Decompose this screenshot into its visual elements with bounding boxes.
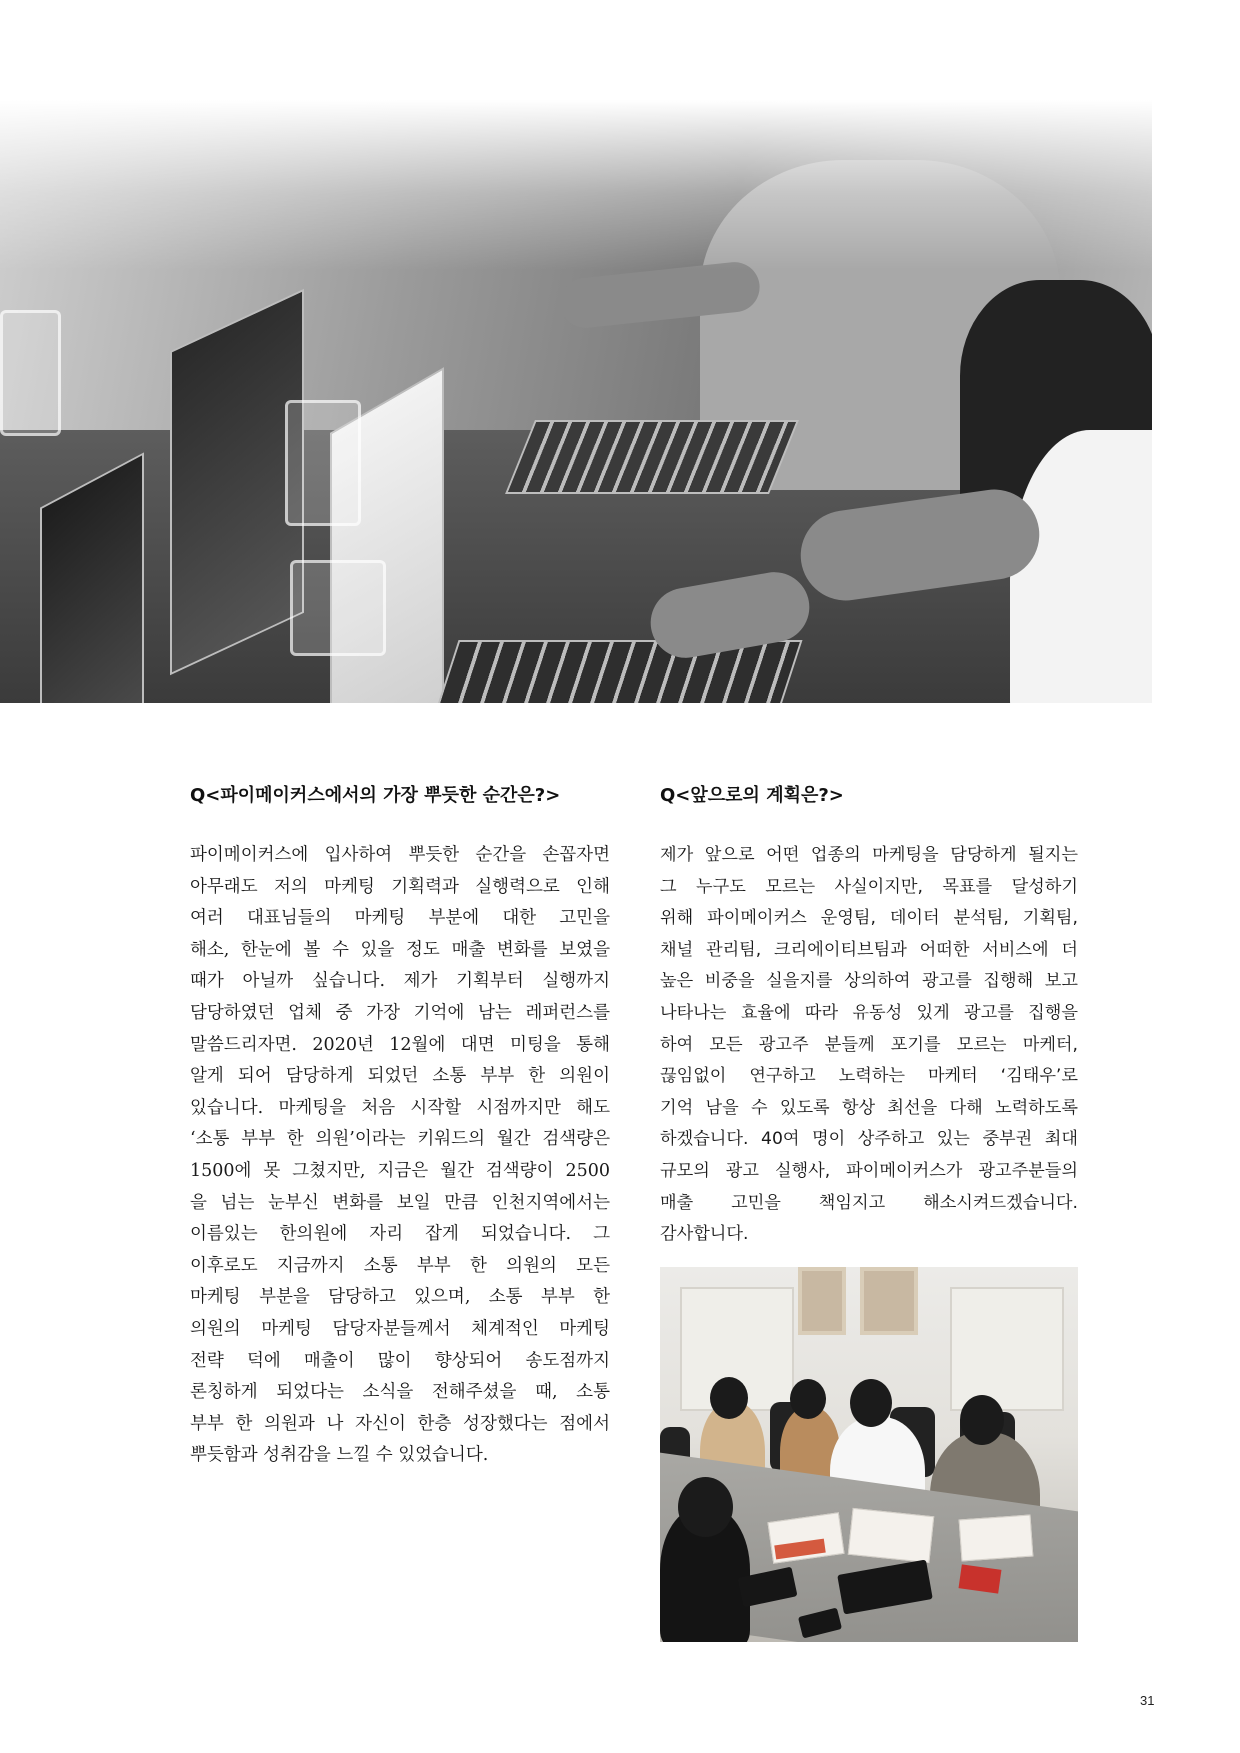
text-line: 끊임없이 연구하고 노력하는 마케터 ‘김태우’로 <box>660 1066 1078 1087</box>
text-line: 하여 모든 광고주 분들께 포기를 모르는 마케터, <box>660 1034 1078 1055</box>
text-line: 매출 고민을 책임지고 해소시켜드겠습니다. <box>660 1192 1078 1213</box>
text-line: 말씀드리자면. 2020년 12월에 대면 미팅을 통해 <box>190 1034 610 1055</box>
papers <box>848 1508 934 1563</box>
hero-glass-front <box>290 560 386 656</box>
right-answer-text <box>660 840 1078 1251</box>
text-line: 해소, 한눈에 볼 수 있을 정도 매출 변화를 보였을 <box>190 939 610 960</box>
person-head <box>790 1379 826 1419</box>
text-line: 알게 되어 담당하게 되었던 소통 부부 한 의원이 <box>190 1066 610 1087</box>
hero-laptop-back <box>505 420 799 494</box>
person-head <box>850 1379 892 1427</box>
text-line: 채널 관리팀, 크리에이티브팀과 어떠한 서비스에 더 <box>660 939 1078 960</box>
hero-laptop-screen <box>170 289 304 675</box>
papers <box>959 1515 1034 1562</box>
hero-top-fade <box>0 100 1152 270</box>
text-line: 론칭하게 되었다는 소식을 전해주셨을 때, 소통 <box>190 1382 610 1403</box>
person-head <box>710 1377 748 1419</box>
text-line: ‘소통 부부 한 의원’이라는 키워드의 월간 검색량은 <box>190 1129 610 1150</box>
text-line: 뿌듯함과 성취감을 느낄 수 있었습니다. <box>190 1445 489 1466</box>
text-line: 담당하였던 업체 중 가장 기억에 남는 레퍼런스를 <box>190 1002 610 1023</box>
text-line: 하겠습니다. 40여 명이 상주하고 있는 중부권 최대 <box>660 1129 1078 1150</box>
text-line: 이름있는 한의원에 자리 잡게 되었습니다. 그 <box>190 1224 610 1245</box>
wall-panel <box>950 1287 1064 1411</box>
meeting-photo <box>660 1267 1078 1642</box>
text-line: 제가 앞으로 어떤 업종의 마케팅을 담당하게 될지는 <box>660 845 1078 865</box>
text-line: 아무래도 저의 마케팅 기획력과 실행력으로 인해 <box>190 876 610 897</box>
text-line: 마케팅 부분을 담당하고 있으며, 소통 부부 한 <box>190 1287 610 1308</box>
text-line: 있습니다. 마케팅을 처음 시작할 시점까지만 해도 <box>190 1097 610 1118</box>
text-line: 나타나는 효율에 따라 유동성 있게 광고를 집행을 <box>660 1002 1078 1023</box>
text-line: 규모의 광고 실행사, 파이메이커스가 광고주분들의 <box>660 1160 1078 1181</box>
page-number: 31 <box>1140 1693 1155 1708</box>
text-line: 높은 비중을 실을지를 상의하여 광고를 집행해 보고 <box>660 971 1078 992</box>
text-line: 전략 덕에 매출이 많이 향상되어 송도점까지 <box>190 1350 610 1371</box>
text-line: 파이메이커스에 입사하여 뿌듯한 순간을 손꼽자면 <box>190 845 610 865</box>
left-answer-text <box>190 840 610 1472</box>
text-line: 이후로도 지금까지 소통 부부 한 의원의 모든 <box>190 1255 610 1276</box>
hero-glass <box>285 400 361 526</box>
text-line: 위해 파이메이커스 운영팀, 데이터 분석팀, 기획팀, <box>660 908 1078 929</box>
right-question-heading: Q<앞으로의 계획은?> <box>660 785 844 806</box>
hero-glass-left <box>0 310 61 436</box>
text-line: 을 넘는 눈부신 변화를 보일 만큼 인천지역에서는 <box>190 1192 610 1213</box>
text-line: 감사합니다. <box>660 1224 749 1245</box>
text-line: 기억 남을 수 있도록 항상 최선을 다해 노력하도록 <box>660 1097 1078 1118</box>
text-line: 때가 아닐까 싶습니다. 제가 기획부터 실행까지 <box>190 971 610 992</box>
left-column <box>190 782 610 1472</box>
wall-portrait <box>798 1267 846 1335</box>
text-line: 부부 한 의원과 나 자신이 한층 성장했다는 점에서 <box>190 1413 610 1434</box>
text-line: 여러 대표님들의 마케팅 부분에 대한 고민을 <box>190 908 610 929</box>
right-column <box>660 782 1078 1251</box>
text-line: 그 누구도 모르는 사실이지만, 목표를 달성하기 <box>660 876 1078 897</box>
person-head <box>678 1477 733 1537</box>
hero-laptop-keyboard <box>421 640 802 703</box>
person-head <box>960 1395 1004 1445</box>
hero-photo <box>0 100 1152 703</box>
left-question-heading: Q<파이메이커스에서의 가장 뿌듯한 순간은?> <box>190 785 561 806</box>
wall-portrait <box>860 1267 918 1335</box>
text-line: 의원의 마케팅 담당자분들께서 체계적인 마케팅 <box>190 1318 610 1339</box>
text-line: 1500에 못 그쳤지만, 지금은 월간 검색량이 2500 <box>190 1160 610 1181</box>
